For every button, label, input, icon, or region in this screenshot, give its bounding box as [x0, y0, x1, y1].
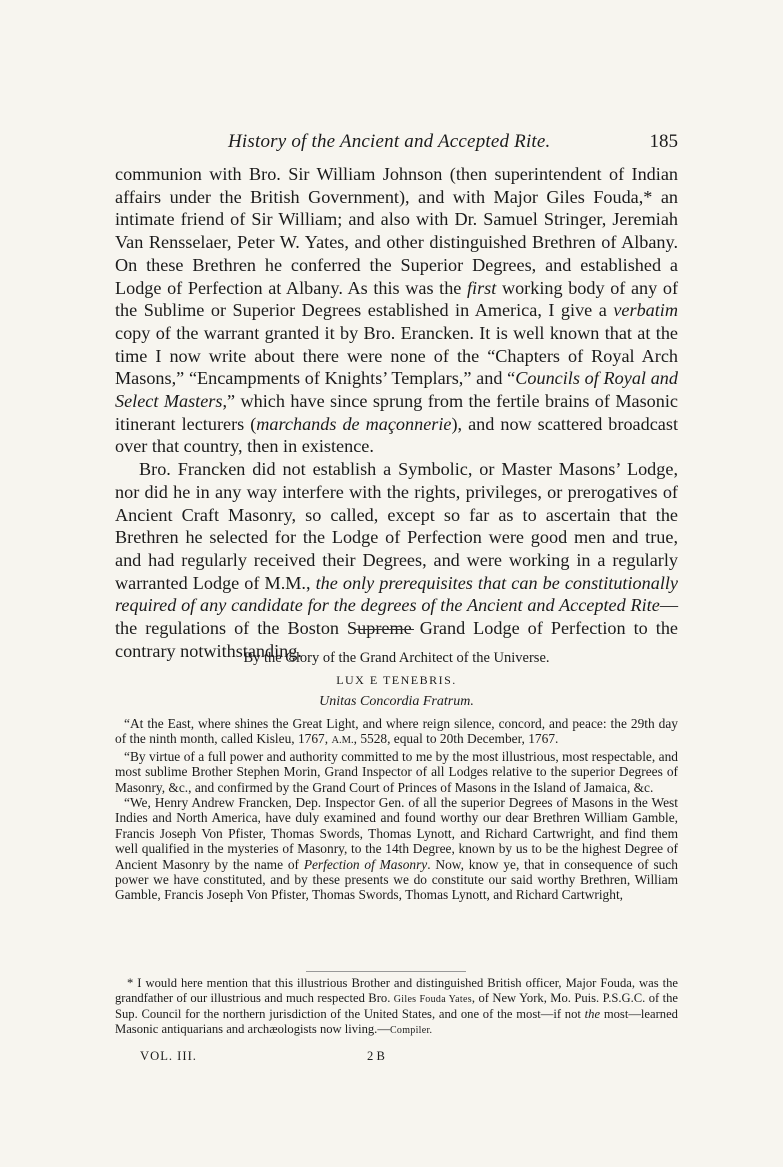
main-text: [115, 163, 678, 662]
volume-label: VOL. III.: [140, 1049, 197, 1063]
italic-run: first: [467, 277, 497, 298]
text-run: “By virtue of a full power and authority committed to me by the most illustrious, most respectable, and most sublime Brother Stephen Morin, Grand Inspector of all Lodges relative to the superior Degrees of Masonry, &c., and confirmed by the Grand Court of Princes of Masons in the Island of Jamaica, &c.: [115, 748, 678, 795]
italic-run: Councils of Royal and Select Masters: [115, 368, 678, 412]
text-run: “At the East, where shines the Great Light, and where reign silence, concord, and peace: the 29th day of the ninth month, called Kisleu, 1767,: [115, 716, 678, 747]
footnote-rule: [306, 971, 466, 972]
italic-run: verbatim: [613, 300, 678, 321]
smallcaps-run: Giles Fouda Yates: [393, 993, 472, 1005]
text-run: * I would here mention that this illustrious Brother and distinguished British officer, Major Fouda, was the grandfather of our illustrious and much respected Bro.: [115, 976, 678, 1005]
body-paragraph-1: [115, 163, 678, 458]
warrant-paragraph-2: [115, 749, 678, 795]
italic-run: Perfection of Masonry: [303, 856, 428, 872]
warrant-invocation: By the Glory of the Grand Architect of the Universe.: [243, 650, 550, 666]
text-run: , 5528, equal to 20th December, 1767.: [353, 731, 559, 747]
text-run: most—learned Masonic antiquarians and archæologists now living.—: [115, 1007, 678, 1037]
italic-run: the: [584, 1007, 601, 1022]
footnote-text: [115, 976, 678, 1039]
warrant-motto-latin: Unitas Concordia Fratrum.: [319, 694, 474, 709]
page-number: 185: [649, 131, 678, 152]
text-run: ,” which have since sprung from the fertile brains of Masonic itinerant lecturers (: [115, 391, 678, 434]
running-title: History of the Ancient and Accepted Rite.: [228, 131, 551, 152]
running-header: [228, 131, 678, 157]
section-divider: [356, 629, 414, 630]
text-run: Bro. Francken did not establish a Symbolic, or Master Masons’ Lodge, nor did he in any way interfere with the rights, privileges, or prerogatives of Ancient Craft Masonry, so called, except so far as to ascertain that the Brethren he selected for the Lodge of Perfection were good men and true, and had regularly received their Degrees, and were working in a regularly warranted Lodge of M.M.,: [115, 459, 678, 593]
text-run: communion with Bro. Sir William Johnson (then superintendent of Indian affairs under the British Government), and with Major Giles Fouda,* an intimate friend of Sir William; and also with Dr. Samuel Stringer, Jeremiah Van Rensselaer, Peter W. Yates, and other distinguished Brethren of Albany. On these Brethren he conferred the Superior Degrees, and established a Lodge of Perfection at Albany. As this was the: [115, 164, 678, 298]
italic-run: the only prerequisites that can be constitutionally required of any candidate for the degrees of the Ancient and Accepted Rite: [115, 572, 678, 616]
warrant-paragraph-1: [115, 716, 678, 749]
text-run: working body of any of the Sublime or Superior Degrees established in America, I give a: [115, 277, 679, 321]
smallcaps-run: Compiler.: [389, 1025, 433, 1037]
page-signature-line: [140, 1049, 440, 1067]
text-run: . Now, know ye, that in consequence of such power we have constituted, and by these presents we do constitute our said worthy Brethren, William Gamble, Francis Joseph Von Pfister, Thomas Swords, Thomas Lynott, and Richard Cartwright,: [115, 856, 678, 903]
warrant-text: [115, 716, 678, 903]
footnote: [115, 976, 678, 1039]
italic-run: marchands de maçonnerie: [256, 413, 452, 434]
text-run: copy of the warrant granted it by Bro. Erancken. It is well known that at the time I now write about there were none of the “Chapters of Royal Arch Masons,” “Encampments of Knights’ Templars,” and “: [115, 322, 678, 389]
text-run: , of New York, Mo. Puis. P.S.G.C. of the Sup. Council for the northern jurisdiction of the United States, and one of the most—if not: [115, 990, 679, 1022]
signature-mark: 2 B: [367, 1049, 385, 1063]
text-run: ), and now scattered broadcast over that country, then in existence.: [115, 413, 678, 457]
text-run: —the regulations of the Boston Supreme Grand Lodge of Perfection to the contrary notwithstanding.: [115, 595, 678, 661]
smallcaps-run: A.M.: [331, 735, 354, 747]
body-paragraph-2: [115, 458, 678, 662]
text-run: “We, Henry Andrew Francken, Dep. Inspector Gen. of all the superior Degrees of Masons in the West Indies and North America, have duly examined and found worthy our dear Brethren William Gamble, Francis Joseph Von Pfister, Thomas Swords, Thomas Lynott, and Richard Cartwright, and find them well qualified in the mysteries of Masonry, to the 14th Degree, known by us to be the highest Degree of Ancient Masonry by the name of: [115, 795, 678, 872]
warrant-motto: LUX E TENEBRIS.: [336, 673, 457, 687]
warrant-paragraph-3: [115, 795, 678, 903]
